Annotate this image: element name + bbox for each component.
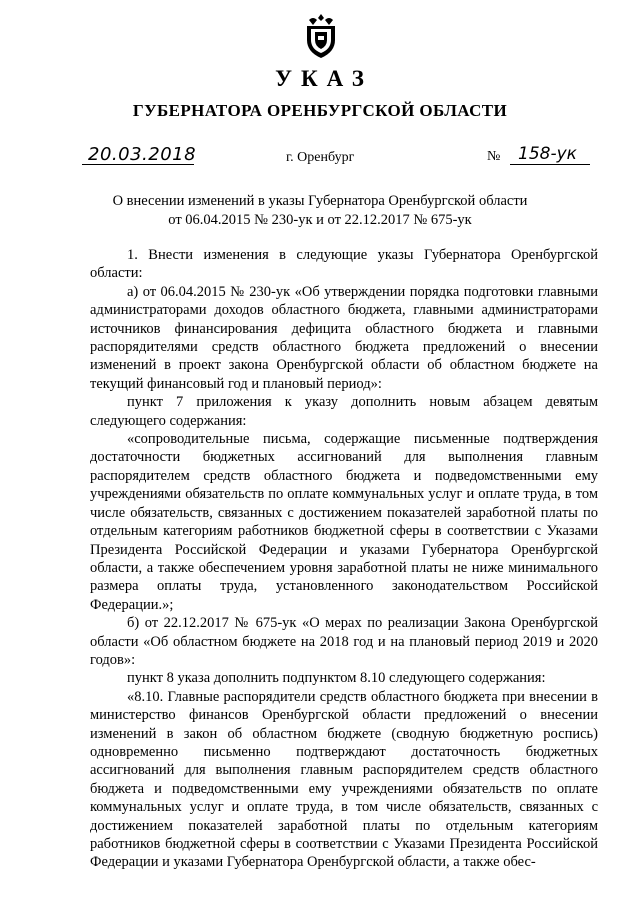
title-line-1: О внесении изменений в указы Губернатора Оренбургской области [112, 193, 528, 209]
paragraph-amendment-8: пункт 8 указа дополнить подпунктом 8.10 следующего содержания: [127, 670, 546, 687]
decree-city: г. Оренбург [286, 150, 355, 165]
document-type: УКАЗ [275, 66, 373, 91]
paragraph-item-1: 1. Внести изменения в следующие указы Губернатора Оренбургской области: [90, 247, 598, 282]
decree-date: 20.03.2018 [88, 144, 197, 165]
issuing-authority: ГУБЕРНАТОРА ОРЕНБУРГСКОЙ ОБЛАСТИ [132, 101, 508, 120]
date-underline [82, 164, 194, 165]
paragraph-item-b: б) от 22.12.2017 № 675-ук «О мерах по реализации Закона Оренбургской области «Об областном бюджете на 2018 год и на плановый период 2019 и 2020 годов»: [90, 615, 598, 668]
coat-of-arms-emblem [301, 12, 341, 60]
paragraph-item-a: а) от 06.04.2015 № 230-ук «Об утверждении порядка подготовки главными администраторами доходов областного бюджета, главными администраторами источников финансирования дефицита областного бюджета и главными распорядителями средств областного бюджета предложений о внесении изменений в проект закона Оренбургской области об областном бюджете на текущий финансовый год и плановый период»: [90, 283, 598, 392]
paragraph-amendment-7: пункт 7 приложения к указу дополнить новым абзацем девятым следующего содержания: [90, 394, 598, 429]
decree-number: 158-ук [518, 144, 577, 164]
number-underline [510, 164, 590, 165]
decree-title [0, 192, 640, 230]
number-label: № [487, 149, 501, 164]
paragraph-quote-1: «сопроводительные письма, содержащие письменные подтверждения достаточности бюджетных ассигнований для выполнения главным распорядителем средств областного бюджета и подведомственными ему учреждениями обязательств по оплате коммунальных услуг и оплате труда, в том числе обязательств, связанных с достижением показателей заработной платы по отдельным категориям работников бюджетной сферы в соответствии с Указами Президента Российской Федерации и указами Губернатора Оренбургской области, а также обеспечением уровня заработной платы не ниже минимального размера оплаты труда, установленного законодательством Российской Федерации.»; [90, 431, 598, 613]
paragraph-quote-2: «8.10. Главные распорядители средств областного бюджета при внесении в министерство финансов Оренбургской области предложений о внесении изменений в закон об областном бюджете (сводную бюджетную роспись) одновременно письменно подтверждают достаточность бюджетных ассигнований для выполнения главным распорядителем средств областного бюджета и подведомственными ему учреждениями обязательств по оплате коммунальных услуг и оплате труда, в том числе обязательств, связанных с достижением показателей заработной платы по отдельным категориям работников бюджетной сферы в соответствии с Указами Президента Российской Федерации и указами Губернатора Оренбургской области, а также обес- [90, 688, 598, 871]
title-line-2: от 06.04.2015 № 230-ук и от 22.12.2017 № 675-ук [168, 212, 472, 228]
decree-body [90, 246, 598, 872]
